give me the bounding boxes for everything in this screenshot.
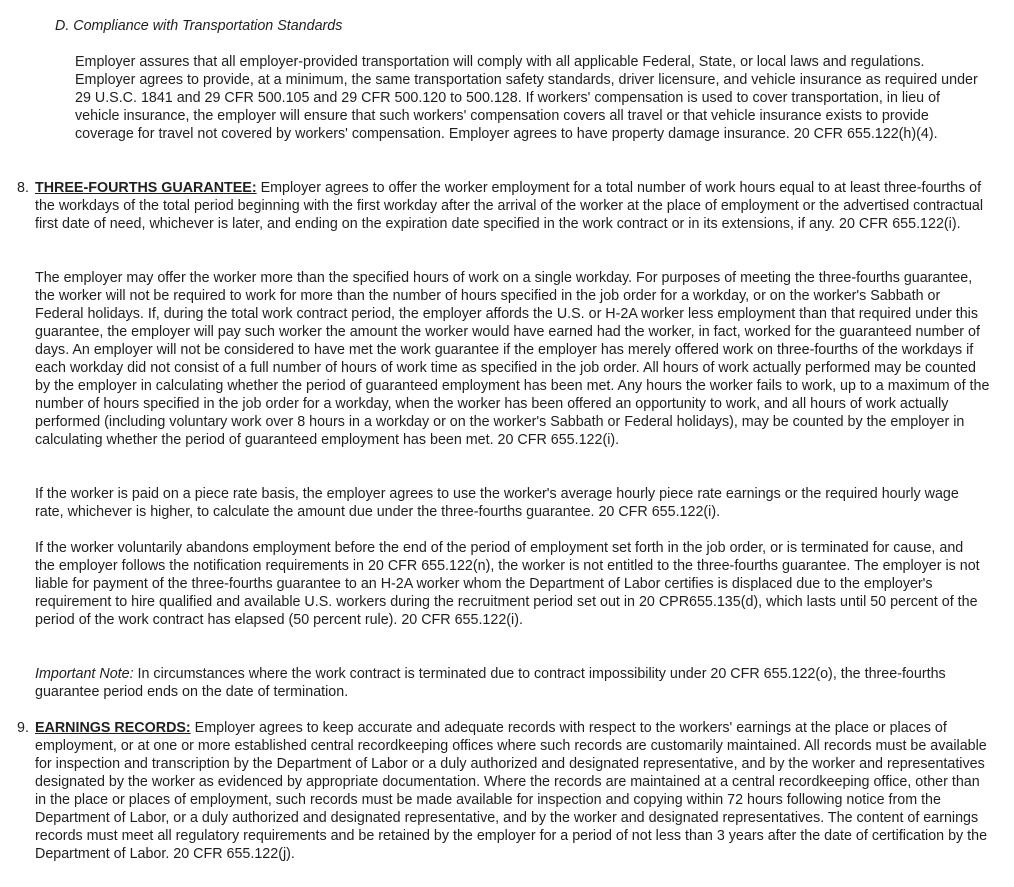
- item-8-number: 8.: [17, 180, 29, 196]
- item-8-intro-text: Employer agrees to offer the worker employment for a total number of work hours equal to at least three-fourths of the workdays of the total period beginning with the first workday after the arrival of the worker at the place of employment or the advertised contractual first date of need, whichever is later, and ending on the expiration date specified in the work contract or in its extensions, if any. 20 CFR 655.122(i).: [35, 180, 984, 232]
- item-9-paragraph: [35, 719, 991, 863]
- item-8-paragraph-3: If the worker is paid on a piece rate basis, the employer agrees to use the worker's average hourly piece rate earnings or the required hourly wage rate, whichever is higher, to calculate the amount due under the three-fourths guarantee. 20 CFR 655.122(i).: [35, 486, 959, 520]
- item-9-number: 9.: [17, 720, 29, 736]
- item-9-text: Employer agrees to keep accurate and adequate records with respect to the workers' earnings at the place or places of employment, or at one or more established central recordkeeping offices where such records are customarily maintained. All records must be available for inspection and transcription by the Department of Labor or a duly authorized and designated representative, and by the worker and representatives designated by the worker as evidenced by appropriate documentation. Where the records are maintained at a central recordkeeping office, other than in the place or places of employment, such records must be made available for inspection and copying within 72 hours following notice from the Department of Labor, or a duly authorized and designated representative, and by the worker and designated representatives. The content of earnings records must meet all regulatory requirements and be retained by the employer for a period of not less than 3 years after the date of certification by the Department of Labor. 20 CFR 655.122(j).: [35, 720, 988, 862]
- item-8-paragraph-4: If the worker voluntarily abandons employment before the end of the period of employment set forth in the job order, or is terminated for cause, and the employer follows the notification requirements in 20 CFR 655.122(n), the worker is not entitled to the three-fourths guarantee. The employer is not liable for payment of the three-fourths guarantee to an H-2A worker whom the Department of Labor certifies is displaced due to the employer's requirement to hire qualified and available U.S. workers during the recruitment period set out in 20 CPR655.135(d), which lasts until 50 percent of the period of the work contract has elapsed (50 percent rule). 20 CFR 655.122(i).: [35, 540, 980, 628]
- subsection-d-heading: D. Compliance with Transportation Standards: [55, 18, 343, 34]
- item-8-paragraph: [35, 179, 991, 233]
- item-9-title: EARNINGS RECORDS:: [35, 720, 191, 736]
- item-8-important-note: [35, 665, 981, 701]
- item-8-paragraph-2: The employer may offer the worker more than the specified hours of work on a single workday. For purposes of meeting the three-fourths guarantee, the worker will not be required to work for more than the number of hours specified in the job order for a workday, or on the worker's Sabbath or Federal holidays. If, during the total work contract period, the employer affords the U.S. or H-2A worker less employment than that required under this guarantee, the employer will pay such worker the amount the worker would have earned had the worker, in fact, worked for the guaranteed number of days. An employer will not be considered to have met the work guarantee if the employer has merely offered work on three-fourths of the workdays if each workday did not consist of a full number of hours of work time as specified in the job order. All hours of work actually performed may be counted by the employer in calculating whether the period of guaranteed employment has been met. Any hours the worker fails to work, up to a maximum of the number of hours specified in the job order for a workday, when the worker has been offered an opportunity to work, and all hours of work actually performed (including voluntary work over 8 hours in a workday or on the worker's Sabbath or Federal holidays), may be counted by the employer in calculating whether the period of guaranteed employment has been met. 20 CFR 655.122(i).: [35, 270, 990, 448]
- subsection-d-paragraph: Employer assures that all employer-provided transportation will comply with all applicable Federal, State, or local laws and regulations. Employer agrees to provide, at a minimum, the same transportation safety standards, driver licensure, and vehicle insurance as required under 29 U.S.C. 1841 and 29 CFR 500.105 and 29 CFR 500.120 to 500.128. If workers' compensation is used to cover transportation, in lieu of vehicle insurance, the employer will ensure that such workers' compensation covers all travel or that vehicle insurance exists to provide coverage for travel not covered by workers' compensation. Employer agrees to have property damage insurance. 20 CFR 655.122(h)(4).: [75, 54, 978, 142]
- important-note-text: In circumstances where the work contract is terminated due to contract impossibility under 20 CFR 655.122(o), the three-fourths guarantee period ends on the date of termination.: [35, 666, 946, 700]
- important-note-label: Important Note:: [35, 666, 134, 682]
- item-8-title: THREE-FOURTHS GUARANTEE:: [35, 180, 257, 196]
